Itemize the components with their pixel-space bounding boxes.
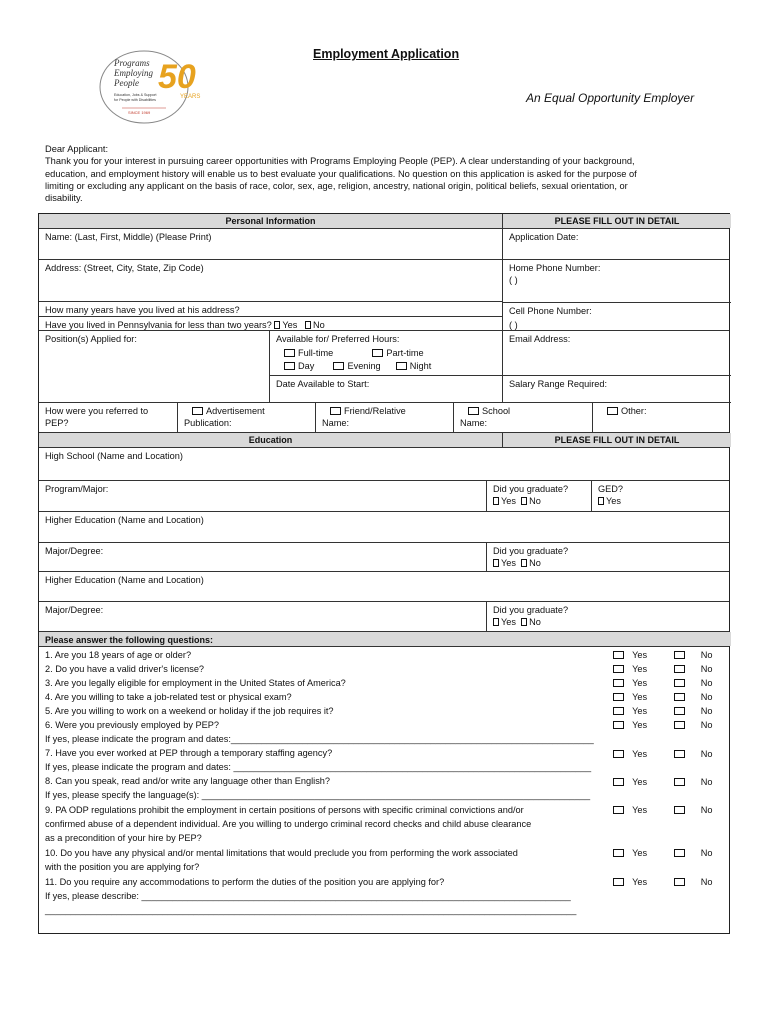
question-10-line1: 10. Do you have any physical and/or mental limitations that would preclude you from performing the work associated: [45, 848, 518, 858]
no-checkbox[interactable]: [305, 321, 311, 329]
tagline: An Equal Opportunity Employer: [526, 91, 695, 105]
full-time-checkbox[interactable]: [284, 349, 295, 357]
high-school-field[interactable]: High School (Name and Location): [45, 451, 183, 461]
q1-yes-checkbox[interactable]: [613, 651, 624, 659]
hs-graduate-field: [486, 481, 591, 511]
email-field[interactable]: Email Address:: [502, 331, 731, 375]
pep-50-years-logo: [96, 46, 216, 124]
q6-yes-label: Yes: [632, 720, 648, 730]
q3-no-checkbox[interactable]: [674, 679, 685, 687]
q5-yes-checkbox[interactable]: [613, 707, 624, 715]
higher-ed-field-2[interactable]: Higher Education (Name and Location): [45, 575, 204, 585]
referral-line2: PEP?: [45, 418, 69, 429]
home-phone-label: Home Phone Number:: [509, 263, 601, 273]
full-time-label: Full-time: [298, 348, 334, 359]
q9-yes-checkbox[interactable]: [613, 806, 624, 814]
school-option: [453, 403, 592, 432]
cell-phone-area: ( ): [502, 317, 731, 330]
q9-no-checkbox[interactable]: [674, 806, 685, 814]
cell-phone-label[interactable]: Cell Phone Number:: [502, 302, 731, 317]
q4-yes-checkbox[interactable]: [613, 693, 624, 701]
salary-field[interactable]: Salary Range Required:: [502, 375, 731, 403]
hs-yes-checkbox[interactable]: [493, 497, 499, 505]
logo-graphic: [96, 46, 216, 124]
q9-yes-label: Yes: [632, 805, 648, 815]
advertisement-option: [177, 403, 315, 432]
q11-no-checkbox[interactable]: [674, 878, 685, 886]
he2-no-label: No: [529, 617, 541, 628]
q4-no-checkbox[interactable]: [674, 693, 685, 701]
q1-yes-label: Yes: [632, 650, 648, 660]
school-name-label: Name:: [460, 418, 488, 429]
q2-no-checkbox[interactable]: [674, 665, 685, 673]
home-phone-area: ( ): [509, 275, 518, 286]
intro-line: education, and employment history will enable us to best evaluate your qualifications. No question on this application is asked for the purpose of: [45, 168, 637, 179]
higher-ed-field-1[interactable]: Higher Education (Name and Location): [45, 515, 204, 525]
q6-yes-checkbox[interactable]: [613, 721, 624, 729]
home-phone-field[interactable]: [502, 260, 731, 302]
q10-yes-label: Yes: [632, 848, 648, 858]
ged-yes-label: Yes: [606, 496, 621, 507]
positions-row: [39, 331, 729, 403]
advertisement-label: Advertisement: [206, 406, 265, 416]
logo-sub1: Education, Jobs & Support: [114, 93, 157, 97]
intro-line: Thank you for your interest in pursuing career opportunities with Programs Employing People (PEP). A clear understanding of your background,: [45, 156, 635, 167]
major-degree-field-2[interactable]: Major/Degree:: [45, 605, 104, 615]
q1-no-checkbox[interactable]: [674, 651, 685, 659]
q7-no-checkbox[interactable]: [674, 750, 685, 758]
question-10-line2: with the position you are applying for?: [45, 862, 200, 872]
question-6: 6. Were you previously employed by PEP?: [45, 720, 219, 730]
ged-yes-checkbox[interactable]: [598, 497, 604, 505]
yes-checkbox[interactable]: [274, 321, 280, 329]
availability-field: [269, 331, 502, 375]
questions-header-row: [39, 632, 729, 647]
hs-no-checkbox[interactable]: [521, 497, 527, 505]
intro-line: disability.: [45, 193, 83, 204]
application-form: [38, 213, 730, 934]
major-row-2: [39, 602, 729, 632]
q2-no-label: No: [700, 664, 713, 674]
night-checkbox[interactable]: [396, 362, 407, 370]
q5-no-checkbox[interactable]: [674, 707, 685, 715]
education-header: Education: [39, 433, 502, 447]
school-label: School: [482, 406, 511, 416]
no-label: No: [312, 320, 325, 330]
q6-no-label: No: [700, 720, 713, 730]
he1-yes-label: Yes: [501, 558, 516, 569]
ged-label: GED?: [598, 484, 624, 494]
friend-label: Friend/Relative: [344, 406, 406, 416]
he1-no-checkbox[interactable]: [521, 559, 527, 567]
intro-letter: [45, 143, 735, 204]
questions-header: Please answer the following questions:: [39, 632, 731, 646]
day-label: Day: [298, 361, 315, 372]
logo-line1: Programs: [114, 58, 150, 68]
friend-name-label: Name:: [322, 418, 350, 429]
major-degree-field-1[interactable]: Major/Degree:: [45, 546, 104, 556]
part-time-checkbox[interactable]: [372, 349, 383, 357]
he1-graduate-label: Did you graduate?: [493, 546, 569, 556]
referral-line1: How were you referred to: [45, 406, 149, 416]
education-header-row: [39, 433, 729, 448]
evening-label: Evening: [347, 361, 381, 372]
question-3: 3. Are you legally eligible for employment in the United States of America?: [45, 678, 346, 688]
school-checkbox[interactable]: [468, 407, 479, 415]
address-row: [39, 260, 729, 302]
q1-no-label: No: [700, 650, 713, 660]
q3-yes-checkbox[interactable]: [613, 679, 624, 687]
application-date-field[interactable]: Application Date:: [502, 229, 731, 259]
q11-no-label: No: [700, 877, 713, 887]
hs-yes-label: Yes: [501, 496, 516, 507]
q2-yes-checkbox[interactable]: [613, 665, 624, 673]
personal-info-header-row: [39, 214, 729, 229]
referral-question: [39, 403, 177, 432]
question-7: 7. Have you ever worked at PEP through a temporary staffing agency?: [45, 748, 333, 758]
he2-graduate-label: Did you graduate?: [493, 605, 569, 615]
q7-yes-label: Yes: [632, 749, 648, 759]
q11-yes-checkbox[interactable]: [613, 878, 624, 886]
he2-no-checkbox[interactable]: [521, 618, 527, 626]
yes-label: Yes: [282, 320, 298, 330]
name-row: [39, 229, 729, 260]
q7-no-label: No: [700, 749, 713, 759]
question-8-followup[interactable]: If yes, please specify the language(s): ____________________________________________________________________________: [45, 790, 591, 800]
logo-since: SINCE 1969: [128, 110, 151, 115]
years-lived-field[interactable]: How many years have you lived at his address?: [39, 302, 502, 317]
question-5: 5. Are you willing to work on a weekend or holiday if the job requires it?: [45, 706, 334, 716]
q7-yes-checkbox[interactable]: [613, 750, 624, 758]
other-label: Other:: [621, 406, 647, 416]
q10-no-label: No: [700, 848, 713, 858]
ged-field: [591, 481, 731, 511]
intro-line: limiting or excluding any applicant on the basis of race, color, sex, age, religion, ancestry, national origin, political beliefs, sexual orientation, or: [45, 180, 628, 191]
advertisement-checkbox[interactable]: [192, 407, 203, 415]
logo-sub2: for People with Disabilities: [114, 98, 156, 102]
question-9-line2: confirmed abuse of a dependent individual. Are you willing to undergo criminal record checks and child abuse clearance: [45, 819, 532, 829]
q4-no-label: No: [700, 692, 713, 702]
question-9-line1: 9. PA ODP regulations prohibit the employment in certain positions of persons with specific criminal convictions and/or: [45, 805, 524, 815]
day-checkbox[interactable]: [284, 362, 295, 370]
q10-no-checkbox[interactable]: [674, 849, 685, 857]
he1-no-label: No: [529, 558, 541, 569]
hs-graduate-label: Did you graduate?: [493, 484, 569, 494]
question-7-followup[interactable]: If yes, please indicate the program and dates: ______________________________________________________________________: [45, 762, 592, 772]
pa-lived-label: Have you lived in Pennsylvania for less than two years?: [45, 320, 272, 330]
logo-years: YEARS: [180, 94, 201, 100]
high-school-row: [39, 448, 729, 481]
publication-label: Publication:: [184, 418, 232, 429]
address-field[interactable]: Address: (Street, City, State, Zip Code): [39, 260, 502, 302]
night-label: Night: [409, 361, 432, 372]
availability-label: Available for/ Preferred Hours:: [276, 334, 400, 344]
name-field[interactable]: Name: (Last, First, Middle) (Please Print): [45, 232, 212, 242]
logo-line2: Employing: [114, 68, 153, 78]
question-4: 4. Are you willing to take a job-related test or physical exam?: [45, 692, 292, 702]
question-8: 8. Can you speak, read and/or write any language other than English?: [45, 776, 331, 786]
question-6-followup[interactable]: If yes, please indicate the program and dates:_______________________________________________________________________: [45, 734, 594, 744]
q5-no-label: No: [700, 706, 713, 716]
he2-yes-checkbox[interactable]: [493, 618, 499, 626]
he2-yes-label: Yes: [501, 617, 516, 628]
years-row: [39, 302, 729, 317]
other-option: [592, 403, 731, 432]
he1-graduate-field: [486, 543, 731, 571]
referral-row: [39, 403, 729, 433]
question-9-line3: as a precondition of your hire by PEP?: [45, 833, 202, 843]
program-row: [39, 481, 729, 512]
friend-checkbox[interactable]: [330, 407, 341, 415]
he1-yes-checkbox[interactable]: [493, 559, 499, 567]
q11-yes-label: Yes: [632, 877, 648, 887]
program-major-field[interactable]: Program/Major:: [45, 484, 109, 494]
part-time-label: Part-time: [386, 348, 424, 359]
question-11-followup-2[interactable]: ________________________________________________________________________________________________________: [45, 905, 577, 915]
q3-no-label: No: [700, 678, 713, 688]
page-title: Employment Application: [313, 47, 460, 61]
positions-field[interactable]: Position(s) Applied for:: [39, 331, 269, 403]
major-row-1: [39, 543, 729, 572]
higher-ed-row-1: [39, 512, 729, 543]
logo-line3: People: [114, 78, 139, 88]
date-available-field[interactable]: Date Available to Start:: [269, 375, 502, 403]
questions-body: [39, 648, 729, 935]
personal-info-header: Personal Information: [39, 214, 502, 228]
q8-no-checkbox[interactable]: [674, 778, 685, 786]
q2-yes-label: Yes: [632, 664, 648, 674]
fill-detail-header: PLEASE FILL OUT IN DETAIL: [502, 214, 731, 228]
q8-yes-label: Yes: [632, 777, 648, 787]
question-2: 2. Do you have a valid driver's license?: [45, 664, 205, 674]
q4-yes-label: Yes: [632, 692, 648, 702]
pa-lived-field: [39, 317, 502, 330]
evening-checkbox[interactable]: [333, 362, 344, 370]
friend-option: [315, 403, 453, 432]
he2-graduate-field: [486, 602, 731, 631]
q8-yes-checkbox[interactable]: [613, 778, 624, 786]
question-11-followup[interactable]: If yes, please describe: ____________________________________________________________________________________: [45, 891, 571, 901]
question-1: 1. Are you 18 years of age or older?: [45, 650, 192, 660]
q3-yes-label: Yes: [632, 678, 648, 688]
intro-greeting: Dear Applicant:: [45, 144, 109, 154]
hs-no-label: No: [529, 496, 541, 507]
pa-row: [39, 317, 729, 331]
education-fill-detail-header: PLEASE FILL OUT IN DETAIL: [502, 433, 731, 447]
higher-ed-row-2: [39, 572, 729, 602]
q9-no-label: No: [700, 805, 713, 815]
logo-anniversary-number: 50: [158, 58, 196, 96]
question-11: 11. Do you require any accommodations to perform the duties of the position you are applying for?: [45, 877, 445, 887]
q6-no-checkbox[interactable]: [674, 721, 685, 729]
q8-no-label: No: [700, 777, 713, 787]
other-checkbox[interactable]: [607, 407, 618, 415]
q10-yes-checkbox[interactable]: [613, 849, 624, 857]
q5-yes-label: Yes: [632, 706, 648, 716]
